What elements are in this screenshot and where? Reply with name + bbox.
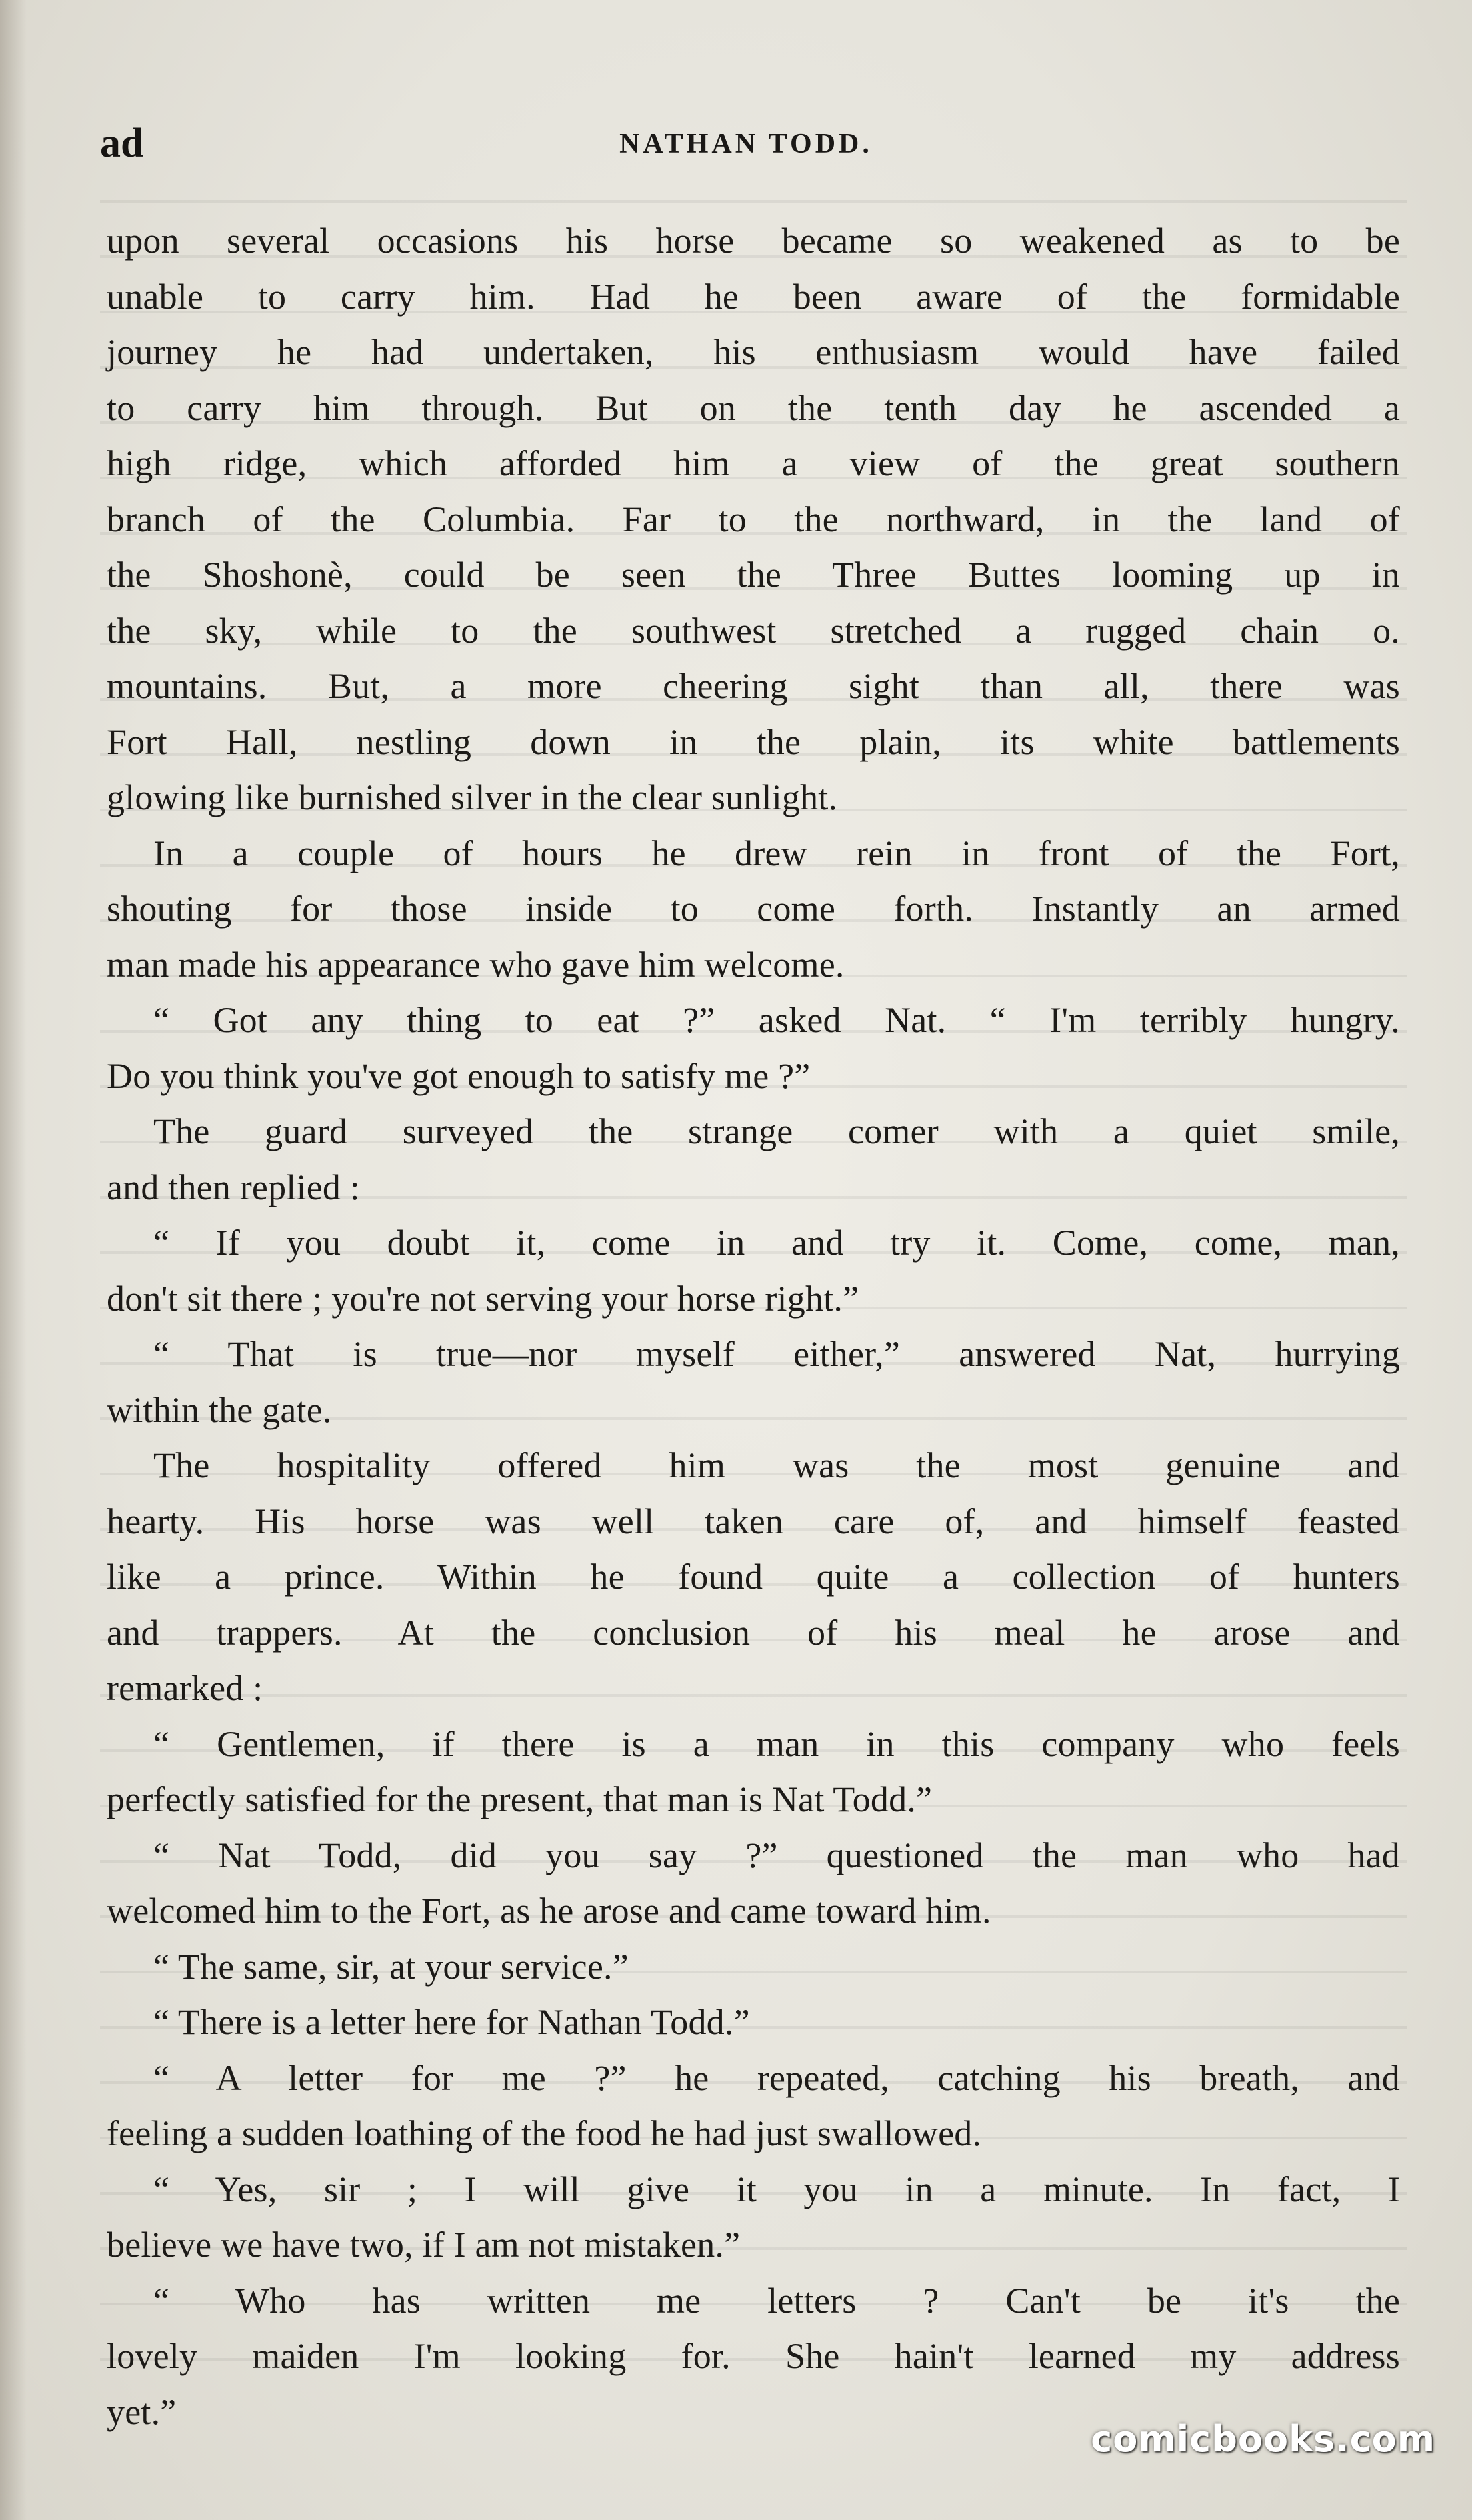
text-line: believe we have two, if I am not mistaken.” (107, 2225, 741, 2265)
text-line: and then replied : (107, 1167, 360, 1207)
text-line: “ Got any thing to eat ?” asked Nat. “ I'm terribly hungry. (153, 1000, 1400, 1040)
text-line: yet.” (107, 2391, 177, 2432)
text-line: branch of the Columbia. Far to the northward, in the land of (107, 499, 1400, 539)
text-line: “ Yes, sir ; I will give it you in a minute. In fact, I (153, 2169, 1400, 2209)
text-line: don't sit there ; you're not serving your horse right.” (107, 1278, 859, 1319)
text-line: high ridge, which afforded him a view of the great southern (107, 443, 1400, 483)
text-line: and trappers. At the conclusion of his meal he arose and (107, 1612, 1400, 1653)
text-line: remarked : (107, 1668, 263, 1708)
text-line: glowing like burnished silver in the clear sunlight. (107, 777, 838, 817)
text-line: feeling a sudden loathing of the food he had just swallowed. (107, 2113, 982, 2153)
text-line: “ There is a letter here for Nathan Todd.” (153, 2002, 750, 2042)
text-line: “ If you doubt it, come in and try it. Come, come, man, (153, 1223, 1400, 1263)
text-line: mountains. But, a more cheering sight than all, there was (107, 666, 1400, 706)
text-line: journey he had undertaken, his enthusiasm would have failed (107, 332, 1400, 372)
text-line: hearty. His horse was well taken care of, and himself feasted (107, 1501, 1400, 1541)
text-line: welcomed him to the Fort, as he arose and came toward him. (107, 1891, 991, 1931)
text-line: like a prince. Within he found quite a collection of hunters (107, 1557, 1400, 1597)
text-line: perfectly satisfied for the present, that man is Nat Todd.” (107, 1779, 933, 1819)
text-line: Do you think you've got enough to satisfy me ?” (107, 1055, 811, 1096)
text-line: within the gate. (107, 1389, 332, 1430)
text-line: In a couple of hours he drew rein in front of the Fort, (153, 833, 1400, 873)
text-line: “ A letter for me ?” he repeated, catching his breath, and (153, 2057, 1400, 2098)
text-line: the sky, while to the southwest stretched a rugged chain o. (107, 610, 1400, 651)
text-line: “ Nat Todd, did you say ?” questioned the man who had (153, 1835, 1400, 1875)
running-head (100, 120, 1392, 167)
page-title: NATHAN TODD. (619, 129, 873, 159)
text-line: lovely maiden I'm looking for. She hain't learned my address (107, 2336, 1400, 2376)
body-text (107, 213, 1400, 2440)
text-line: The guard surveyed the strange comer with a quiet smile, (153, 1111, 1400, 1151)
text-line: unable to carry him. Had he been aware of the formidable (107, 276, 1400, 317)
page-number: ad (100, 121, 144, 166)
text-line: the Shoshonè, could be seen the Three Buttes looming up in (107, 555, 1400, 595)
text-line: “ That is true—nor myself either,” answered Nat, hurrying (153, 1334, 1400, 1374)
gutter-shadow (0, 0, 27, 2520)
text-line: to carry him through. But on the tenth day he ascended a (107, 387, 1400, 428)
text-line: shouting for those inside to come forth. Instantly an armed (107, 889, 1400, 929)
text-line: “ Who has written me letters ? Can't be it's the (153, 2280, 1400, 2321)
text-line: upon several occasions his horse became so weakened as to be (107, 221, 1400, 261)
text-line: Fort Hall, nestling down in the plain, its white battlements (107, 721, 1400, 762)
watermark: comicbooks.com (1091, 2418, 1435, 2460)
text-line: man made his appearance who gave him welcome. (107, 944, 845, 985)
text-line: “ Gentlemen, if there is a man in this company who feels (153, 1723, 1400, 1764)
text-line: The hospitality offered him was the most genuine and (153, 1445, 1400, 1485)
text-line: “ The same, sir, at your service.” (153, 1946, 629, 1987)
